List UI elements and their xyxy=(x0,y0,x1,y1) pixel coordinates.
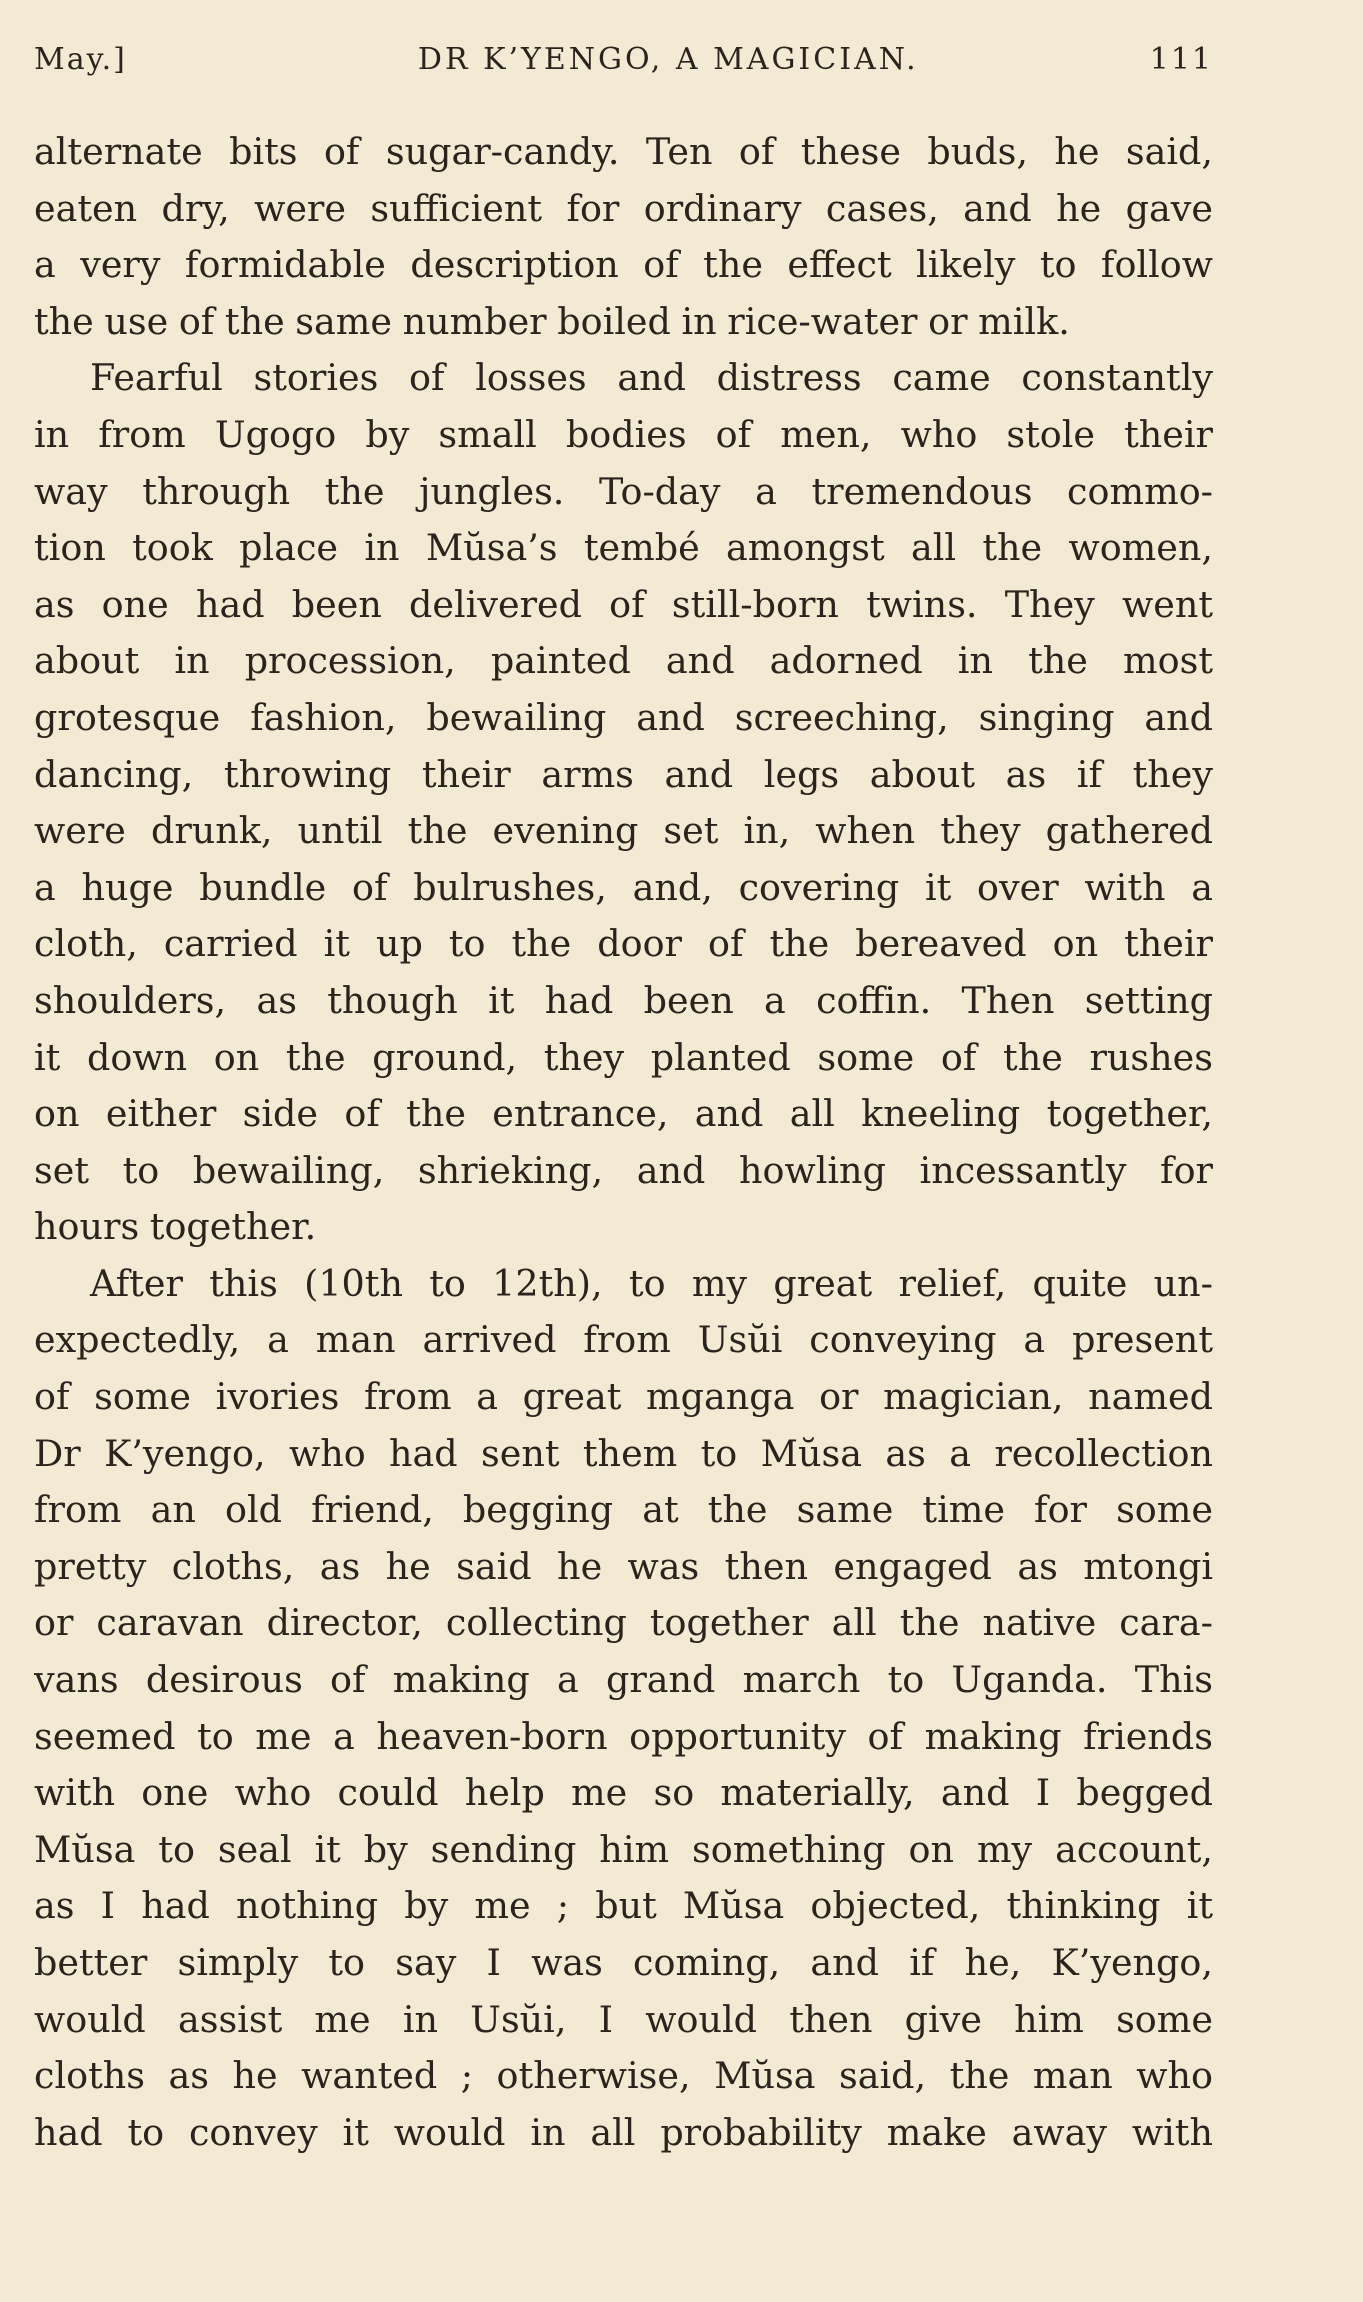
text-line: shoulders, as though it had been a coffin. Then setting xyxy=(34,978,1213,1022)
text-line: Fearful stories of losses and distress came constantly xyxy=(90,356,1213,400)
page-number: 111 xyxy=(1149,42,1213,77)
text-line: a huge bundle of bulrushes, and, covering it over with a xyxy=(34,865,1213,909)
text-line: cloths as he wanted ; otherwise, Mŭsa said, the man who xyxy=(34,2054,1213,2098)
text-line: or caravan director, collecting together all the native cara- xyxy=(34,1601,1213,1645)
text-line: a very formidable description of the effect likely to follow xyxy=(34,243,1213,287)
text-line: it down on the ground, they planted some of the rushes xyxy=(34,1035,1213,1079)
header-title: DR K’YENGO, A MAGICIAN. xyxy=(417,42,919,77)
text-line: were drunk, until the evening set in, when they gathered xyxy=(34,809,1213,853)
text-line: vans desirous of making a grand march to Uganda. This xyxy=(34,1658,1213,1702)
text-line: dancing, throwing their arms and legs about as if they xyxy=(34,752,1213,796)
text-line: the use of the same number boiled in rice-water or milk. xyxy=(34,299,1070,343)
text-line: After this (10th to 12th), to my great relief, quite un- xyxy=(90,1261,1213,1305)
text-line: Dr K’yengo, who had sent them to Mŭsa as a recollection xyxy=(34,1431,1213,1475)
text-line: hours together. xyxy=(34,1205,317,1249)
text-line: with one who could help me so materially, and I begged xyxy=(34,1771,1213,1815)
text-line: as one had been delivered of still-born twins. They went xyxy=(34,582,1213,626)
text-line: pretty cloths, as he said he was then engaged as mtongi xyxy=(34,1544,1213,1588)
text-line: cloth, carried it up to the door of the bereaved on their xyxy=(34,922,1213,966)
text-line: way through the jungles. To-day a tremendous commo- xyxy=(34,469,1213,513)
text-line: as I had nothing by me ; but Mŭsa objected, thinking it xyxy=(34,1884,1213,1928)
text-line: had to convey it would in all probability make away with xyxy=(34,2110,1213,2154)
text-line: in from Ugogo by small bodies of men, who stole their xyxy=(34,412,1213,456)
text-line: on either side of the entrance, and all kneeling together, xyxy=(34,1092,1213,1136)
text-line: eaten dry, were sufficient for ordinary cases, and he gave xyxy=(34,186,1213,230)
header-month: May.] xyxy=(34,42,127,77)
text-line: set to bewailing, shrieking, and howling incessantly for xyxy=(34,1148,1213,1192)
running-head xyxy=(34,42,1213,82)
text-line: seemed to me a heaven-born opportunity of making friends xyxy=(34,1714,1213,1758)
text-line: better simply to say I was coming, and if he, K’yengo, xyxy=(34,1941,1213,1984)
text-line: would assist me in Usŭi, I would then give him some xyxy=(34,1997,1213,2041)
body-text xyxy=(34,124,1213,2161)
text-line: about in procession, painted and adorned in the most xyxy=(34,639,1213,683)
text-line: tion took place in Mŭsa’s tembé amongst all the women, xyxy=(34,526,1213,570)
text-line: Mŭsa to seal it by sending him something on my account, xyxy=(34,1827,1213,1871)
text-line: of some ivories from a great mganga or magician, named xyxy=(34,1375,1213,1419)
text-line: grotesque fashion, bewailing and screeching, singing and xyxy=(34,695,1213,739)
text-line: expectedly, a man arrived from Usŭi conveying a present xyxy=(34,1318,1213,1362)
text-line: from an old friend, begging at the same time for some xyxy=(34,1488,1213,1532)
text-line: alternate bits of sugar-candy. Ten of these buds, he said, xyxy=(34,130,1213,173)
